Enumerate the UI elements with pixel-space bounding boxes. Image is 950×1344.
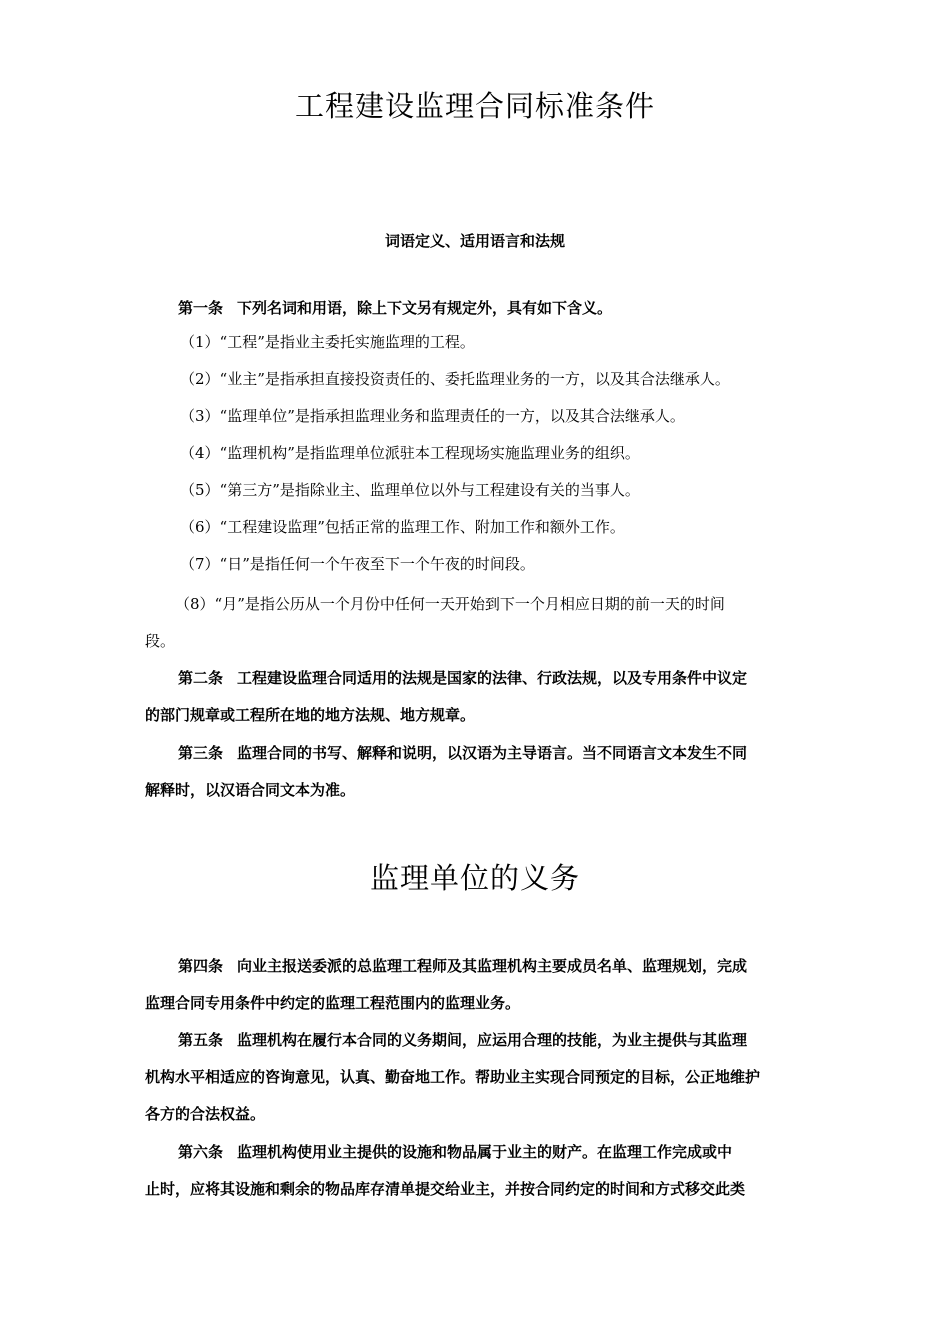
article-6-line1: 监理机构使用业主提供的设施和物品属于业主的财产。在监理工作完成或中 (237, 1143, 733, 1161)
article-1-text: 下列名词和用语，除上下文另有规定外，具有如下含义。 (237, 299, 613, 317)
definition-item: （1）“工程”是指业主委托实施监理的工程。 (180, 333, 475, 351)
article-2-line1: 工程建设监理合同适用的法规是国家的法律、行政法规，以及专用条件中议定 (237, 669, 748, 687)
definition-item: （5）“第三方”是指除业主、监理单位以外与工程建设有关的当事人。 (180, 481, 640, 499)
article-2-line2: 的部门规章或工程所在地的地方法规、地方规章。 (145, 706, 476, 724)
article-3-label: 第三条 (178, 744, 224, 762)
article-4-label: 第四条 (178, 957, 224, 975)
article-6 (145, 1134, 810, 1208)
article-5-line3: 各方的合法权益。 (145, 1105, 266, 1123)
article-3-line2: 解释时，以汉语合同文本为准。 (145, 781, 356, 799)
definition-8-line2: 段。 (145, 632, 176, 650)
section-title-duties: 监理单位的义务 (369, 861, 580, 895)
article-5-line1: 监理机构在履行本合同的义务期间，应运用合理的技能，为业主提供与其监理 (237, 1031, 748, 1049)
definition-item: （7）“日”是指任何一个午夜至下一个午夜的时间段。 (180, 555, 535, 573)
article-1-label: 第一条 (178, 299, 224, 317)
definition-item: （4）“监理机构”是指监理单位派驻本工程现场实施监理业务的组织。 (180, 444, 640, 462)
definition-item: （6）“工程建设监理”包括正常的监理工作、附加工作和额外工作。 (180, 518, 625, 536)
definition-list (180, 324, 820, 583)
article-5-label: 第五条 (178, 1031, 224, 1049)
article-5-line2: 机构水平相适应的咨询意见，认真、勤奋地工作。帮助业主实现合同预定的目标，公正地维护 (145, 1068, 761, 1086)
definition-8-line1: （8）“月”是指公历从一个月份中任何一天开始到下一个月相应日期的前一天的时间 (175, 595, 725, 613)
article-4-line1: 向业主报送委派的总监理工程师及其监理机构主要成员名单、监理规划，完成 (237, 957, 748, 975)
section-heading-definitions: 词语定义、适用语言和法规 (384, 232, 565, 250)
article-6-line2: 止时，应将其设施和剩余的物品库存清单提交给业主，并按合同约定的时间和方式移交此类 (145, 1180, 746, 1198)
article-3-line1: 监理合同的书写、解释和说明，以汉语为主导语言。当不同语言文本发生不同 (237, 744, 748, 762)
definition-item: （3）“监理单位”是指承担监理业务和监理责任的一方，以及其合法继承人。 (180, 407, 685, 425)
article-1 (145, 290, 810, 327)
article-5 (145, 1022, 810, 1133)
definition-item-8 (145, 586, 810, 660)
definition-item: （2）“业主”是指承担直接投资责任的、委托监理业务的一方，以及其合法继承人。 (180, 370, 730, 388)
article-4-line2: 监理合同专用条件中约定的监理工程范围内的监理业务。 (145, 994, 521, 1012)
document-title: 工程建设监理合同标准条件 (294, 89, 655, 123)
article-2 (145, 660, 810, 734)
article-4 (145, 948, 810, 1022)
article-2-label: 第二条 (178, 669, 224, 687)
article-3 (145, 735, 810, 809)
article-6-label: 第六条 (178, 1143, 224, 1161)
